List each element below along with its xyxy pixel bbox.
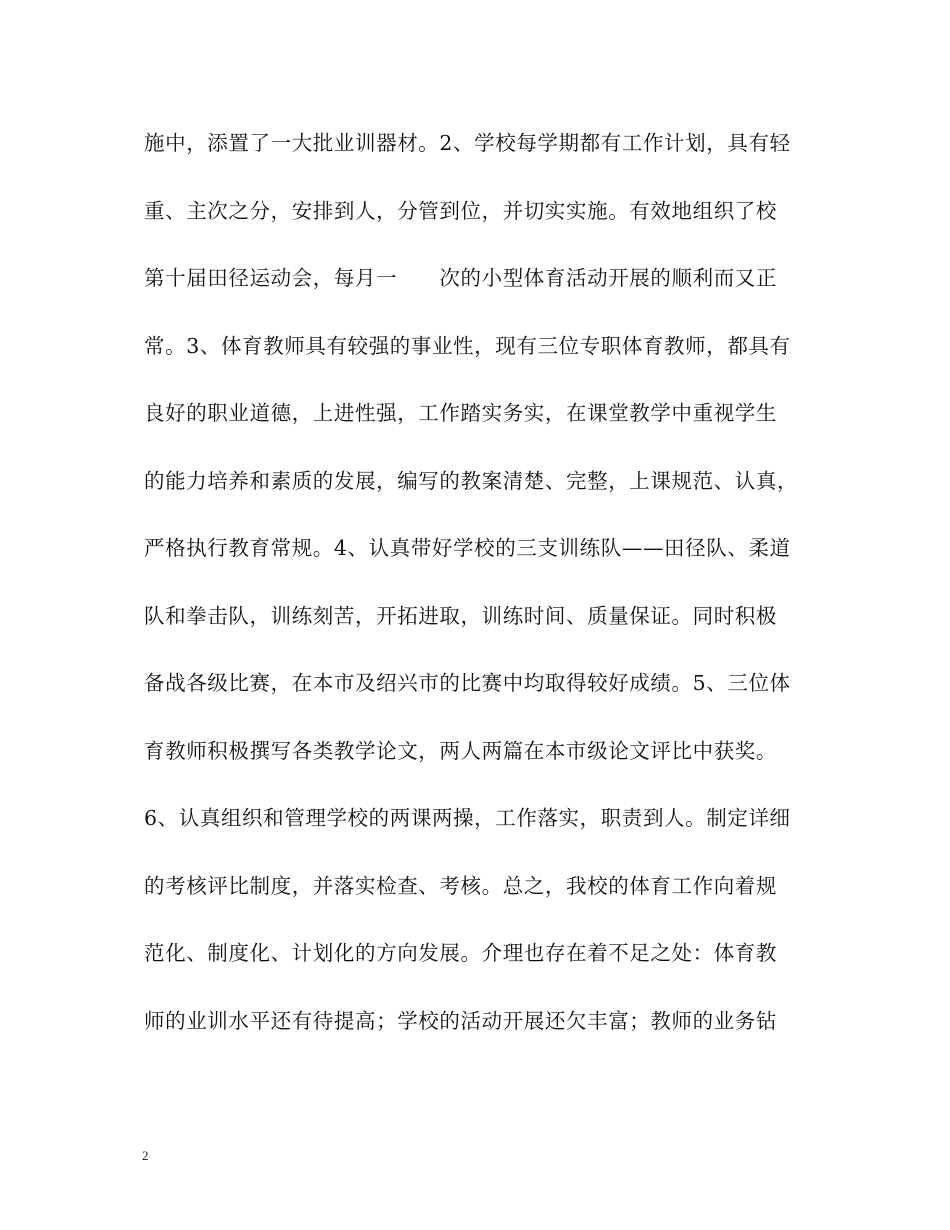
text-line-11: 6、认真组织和管理学校的两课两操，工作落实，职责到人。制定详细 [144, 806, 791, 830]
text-line-2: 重、主次之分，安排到人，分管到位，并切实实施。有效地组织了校 [144, 198, 777, 223]
text-line-8: 队和拳击队，训练刻苦，开拓进取，训练时间、质量保证。同时积极 [144, 603, 777, 628]
body-text [144, 124, 824, 1069]
text-line-4: 常。3、体育教师具有较强的事业性，现有三位专职体育教师，都具有 [144, 333, 791, 358]
text-line-10: 育教师积极撰写各类教学论文，两人两篇在本市级论文评比中获奖。 [144, 738, 777, 763]
page-number: 2 [142, 1148, 149, 1163]
text-line-9: 备战各级比赛，在本市及绍兴市的比赛中均取得较好成绩。5、三位体 [144, 671, 791, 695]
text-line-5: 良好的职业道德，上进性强，工作踏实务实，在课堂教学中重视学生 [144, 401, 777, 425]
text-line-6: 的能力培养和素质的发展，编写的教案清楚、完整，上课规范、认真， [144, 468, 799, 493]
text-line-1: 施中，添置了一大批业训器材。2、学校每学期都有工作计划，具有轻 [144, 131, 791, 155]
text-line-7: 严格执行教育常规。4、认真带好学校的三支训练队——田径队、柔道 [144, 536, 791, 560]
text-line-3: 第十届田径运动会，每月一 次的小型体育活动开展的顺利而又正 [144, 266, 777, 290]
text-line-13: 范化、制度化、计划化的方向发展。介理也存在着不足之处：体育教 [144, 941, 777, 965]
text-line-14: 师的业训水平还有待提高；学校的活动开展还欠丰富；教师的业务钻 [144, 1008, 777, 1033]
text-line-12: 的考核评比制度，并落实检查、考核。总之，我校的体育工作向着规 [144, 873, 777, 898]
